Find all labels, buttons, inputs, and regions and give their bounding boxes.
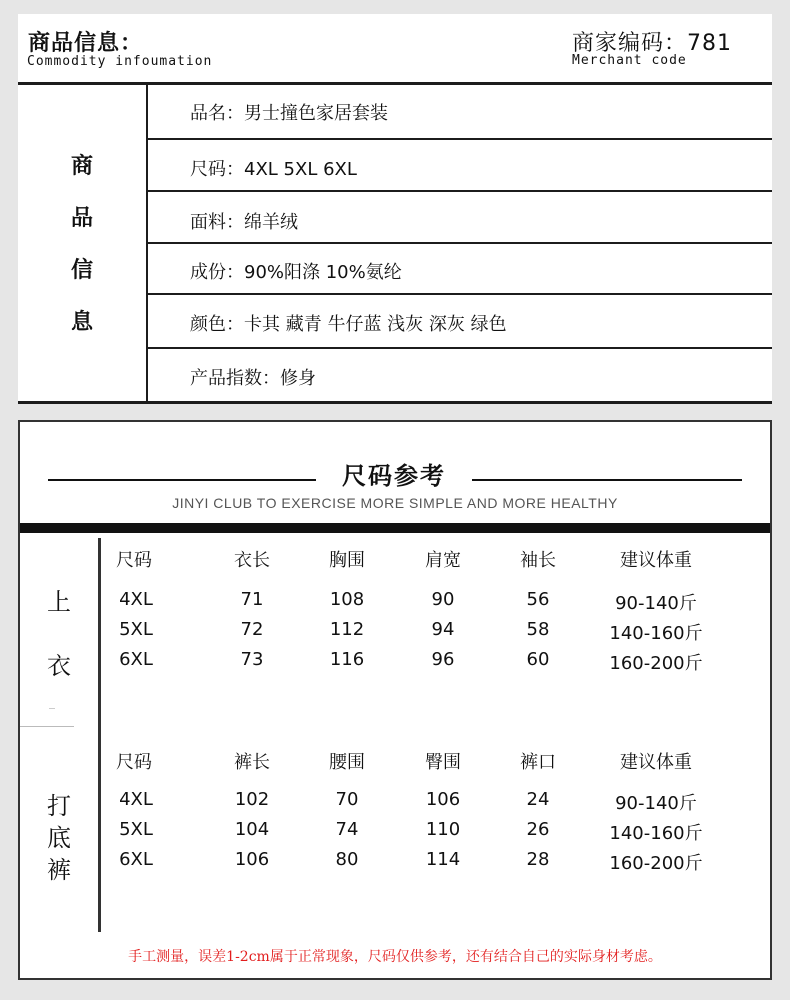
column-header: 臀围 bbox=[425, 752, 461, 773]
table-cell: 6XL bbox=[119, 849, 153, 870]
table-cell: 24 bbox=[526, 789, 550, 810]
vertical-divider bbox=[146, 85, 148, 404]
row-divider bbox=[148, 138, 772, 140]
column-header: 尺码 bbox=[116, 752, 152, 773]
table-cell: 104 bbox=[234, 819, 270, 840]
size-chart-slogan: JINYI CLUB TO EXERCISE MORE SIMPLE AND MORE HEALTHY bbox=[172, 495, 618, 511]
top-label-char: 衣 bbox=[47, 652, 71, 680]
table-cell: 108 bbox=[329, 589, 365, 610]
side-char: 信 bbox=[70, 257, 93, 283]
info-row-fabric: 面料：绵羊绒 bbox=[190, 212, 298, 233]
table-cell: 72 bbox=[240, 619, 264, 640]
table-cell: 74 bbox=[335, 819, 359, 840]
info-row-size: 尺码：4XL 5XL 6XL bbox=[190, 159, 357, 180]
table-cell: 58 bbox=[526, 619, 550, 640]
column-header: 肩宽 bbox=[425, 550, 461, 571]
bottom-label-char: 打 bbox=[47, 792, 71, 820]
table-cell: 102 bbox=[234, 789, 270, 810]
row-divider bbox=[148, 190, 772, 192]
bottom-label-char: 底 bbox=[47, 824, 71, 852]
table-cell: 114 bbox=[425, 849, 461, 870]
table-cell: 106 bbox=[234, 849, 270, 870]
title-rule-right bbox=[472, 479, 742, 481]
table-cell: 4XL bbox=[119, 589, 153, 610]
divider bbox=[49, 708, 55, 709]
merchant-code-subtitle: Merchant code bbox=[572, 53, 687, 68]
table-cell: 106 bbox=[425, 789, 461, 810]
title-rule-left bbox=[48, 479, 316, 481]
info-row-composition: 成份：90%阳涤 10%氨纶 bbox=[190, 262, 402, 283]
size-chart-title: 尺码参考 bbox=[342, 462, 446, 490]
column-header: 建议体重 bbox=[620, 550, 692, 571]
size-chart-panel bbox=[18, 420, 772, 980]
table-cell: 90 bbox=[431, 589, 455, 610]
table-cell: 112 bbox=[329, 619, 365, 640]
table-cell: 56 bbox=[526, 589, 550, 610]
table-cell: 80 bbox=[335, 849, 359, 870]
table-cell: 90-140斤 bbox=[615, 793, 697, 814]
info-side-title bbox=[18, 85, 146, 404]
table-cell: 28 bbox=[526, 849, 550, 870]
table-cell: 5XL bbox=[119, 619, 153, 640]
side-char: 商 bbox=[70, 153, 93, 179]
divider bbox=[18, 401, 772, 404]
commodity-info-subtitle: Commodity infoumation bbox=[27, 54, 213, 69]
table-cell: 140-160斤 bbox=[609, 823, 703, 844]
column-header: 建议体重 bbox=[620, 752, 692, 773]
commodity-info-title: 商品信息： bbox=[28, 31, 144, 56]
bottom-label-char: 裤 bbox=[47, 856, 71, 884]
table-cell: 96 bbox=[431, 649, 455, 670]
table-cell: 160-200斤 bbox=[609, 853, 703, 874]
table-cell: 70 bbox=[335, 789, 359, 810]
commodity-info-panel bbox=[18, 14, 772, 404]
column-header: 裤长 bbox=[234, 752, 270, 773]
table-cell: 4XL bbox=[119, 789, 153, 810]
table-cell: 94 bbox=[431, 619, 455, 640]
table-cell: 73 bbox=[240, 649, 264, 670]
info-row-name: 品名：男士撞色家居套装 bbox=[190, 103, 388, 124]
thick-divider bbox=[20, 523, 770, 533]
table-cell: 90-140斤 bbox=[615, 593, 697, 614]
table-cell: 26 bbox=[526, 819, 550, 840]
section-divider bbox=[20, 726, 74, 727]
column-header: 腰围 bbox=[329, 752, 365, 773]
table-cell: 71 bbox=[240, 589, 264, 610]
column-header: 尺码 bbox=[116, 550, 152, 571]
row-divider bbox=[148, 347, 772, 349]
row-divider bbox=[148, 293, 772, 295]
table-cell: 140-160斤 bbox=[609, 623, 703, 644]
side-char: 息 bbox=[70, 309, 93, 335]
column-header: 胸围 bbox=[329, 550, 365, 571]
column-header: 袖长 bbox=[520, 550, 556, 571]
table-cell: 60 bbox=[526, 649, 550, 670]
column-header: 裤口 bbox=[520, 752, 556, 773]
info-row-fit: 产品指数：修身 bbox=[190, 368, 316, 389]
side-char: 品 bbox=[70, 205, 93, 231]
column-header: 衣长 bbox=[234, 550, 270, 571]
measurement-notice: 手工测量，误差1-2cm属于正常现象，尺码仅供参考，还有结合自己的实际身材考虑。 bbox=[128, 949, 662, 965]
table-cell: 6XL bbox=[119, 649, 153, 670]
row-divider bbox=[148, 242, 772, 244]
table-cell: 110 bbox=[425, 819, 461, 840]
table-cell: 116 bbox=[329, 649, 365, 670]
table-cell: 160-200斤 bbox=[609, 653, 703, 674]
top-label-char: 上 bbox=[47, 588, 71, 616]
merchant-code-title: 商家编码：781 bbox=[572, 31, 732, 56]
table-cell: 5XL bbox=[119, 819, 153, 840]
info-row-colors: 颜色：卡其 藏青 牛仔蓝 浅灰 深灰 绿色 bbox=[190, 314, 507, 335]
